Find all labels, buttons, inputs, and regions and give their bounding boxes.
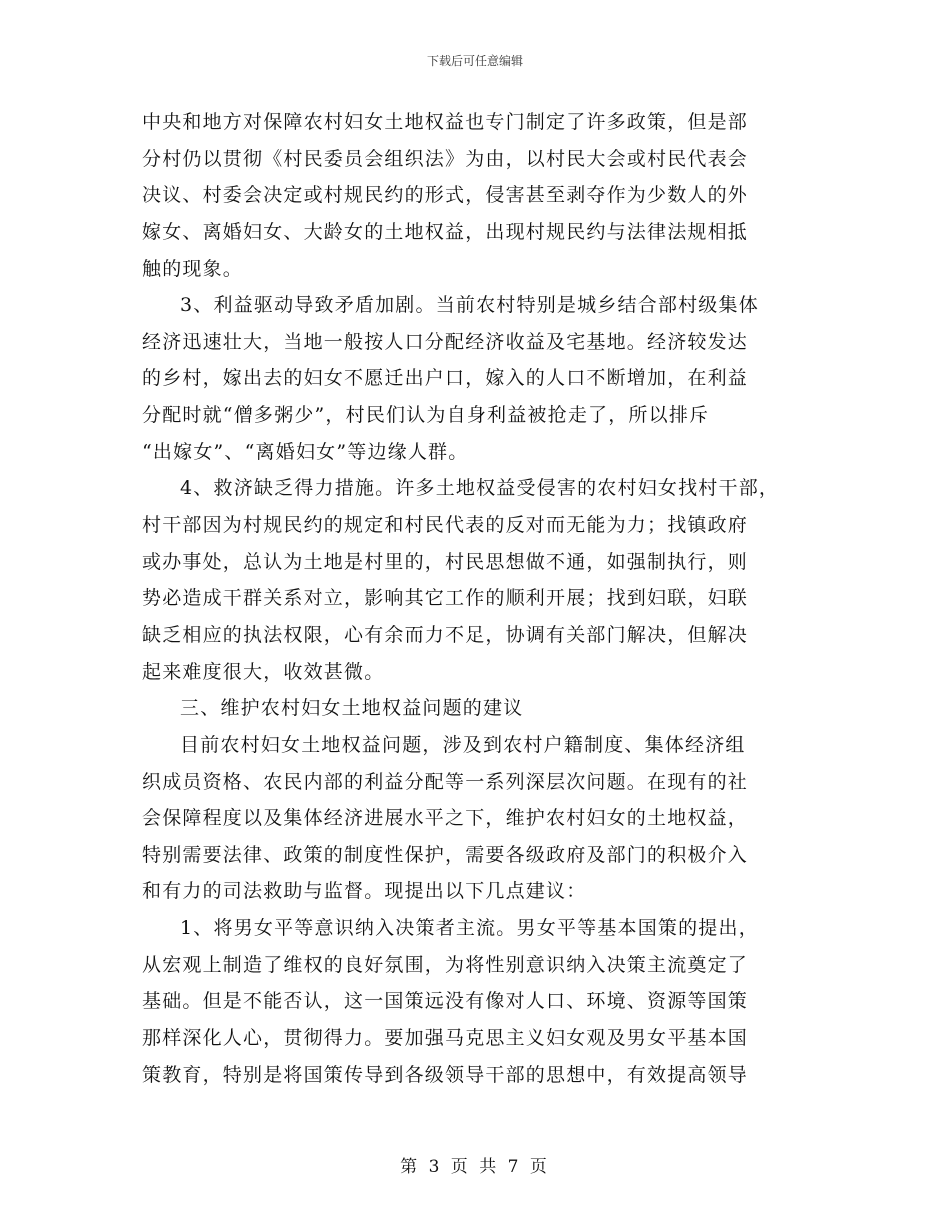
document-body: [142, 104, 810, 1093]
text-line: 经济迅速壮大，当地一般按人口分配经济收益及宅基地。经济较发达: [142, 330, 749, 353]
text-line: 起来难度很大，收效甚微。: [142, 660, 385, 683]
text-line: 决议、村委会决定或村规民约的形式，侵害甚至剥夺作为少数人的外: [142, 184, 749, 207]
paragraph-start-line: 3、利益驱动导致矛盾加剧。当前农村特别是城乡结合部村级集体: [180, 294, 759, 317]
section-heading: 三、维护农村妇女土地权益问题的建议: [180, 697, 524, 720]
text-line: 分村仍以贯彻《村民委员会组织法》为由，以村民大会或村民代表会: [142, 147, 749, 170]
text-line: 会保障程度以及集体经济进展水平之下，维护农村妇女的土地权益，: [142, 807, 749, 830]
text-line: 基础。但是不能否认，这一国策远没有像对人口、环境、资源等国策: [142, 990, 749, 1013]
text-line: 策教育，特别是将国策传导到各级领导干部的思想中，有效提高领导: [142, 1063, 749, 1086]
text-line: 村干部因为村规民约的规定和村民代表的反对而无能为力；找镇政府: [142, 514, 749, 537]
text-line: 织成员资格、农民内部的利益分配等一系列深层次问题。在现有的社: [142, 770, 749, 793]
page-header: 下载后可任意编辑: [426, 54, 523, 68]
text-line: 那样深化人心，贯彻得力。要加强马克思主义妇女观及男女平基本国: [142, 1027, 749, 1050]
text-line: 触的现象。: [142, 257, 244, 280]
text-line: 特别需要法律、政策的制度性保护，需要各级政府及部门的积极介入: [142, 843, 749, 866]
page-number-footer: 第 3 页 共 7 页: [400, 1157, 550, 1177]
paragraph-start-line: 4、救济缺乏得力措施。许多土地权益受侵害的农村妇女找村干部，: [180, 477, 780, 500]
text-line: “出嫁女”、“离婚妇女”等边缘人群。: [142, 440, 469, 463]
text-line: 从宏观上制造了维权的良好氛围，为将性别意识纳入决策主流奠定了: [142, 953, 749, 976]
text-line: 缺乏相应的执法权限，心有余而力不足，协调有关部门解决，但解决: [142, 623, 749, 646]
text-line: 中央和地方对保障农村妇女土地权益也专门制定了许多政策，但是部: [142, 111, 749, 133]
text-line: 分配时就“僧多粥少”，村民们认为自身利益被抢走了，所以排斥: [142, 404, 710, 427]
paragraph-start-line: 目前农村妇女土地权益问题，涉及到农村户籍制度、集体经济组: [180, 733, 746, 756]
text-line: 的乡村，嫁出去的妇女不愿迁出户口，嫁入的人口不断增加，在利益: [142, 367, 749, 390]
text-line: 或办事处，总认为土地是村里的，村民思想做不通，如强制执行，则: [142, 550, 749, 573]
text-line: 和有力的司法救助与监督。现提出以下几点建议：: [142, 880, 587, 903]
text-line: 势必造成干群关系对立，影响其它工作的顺利开展；找到妇联，妇联: [142, 587, 749, 610]
text-line: 嫁女、离婚妇女、大龄女的土地权益，出现村规民约与法律法规相抵: [142, 220, 749, 243]
paragraph-start-line: 1、将男女平等意识纳入决策者主流。男女平等基本国策的提出，: [180, 917, 759, 940]
